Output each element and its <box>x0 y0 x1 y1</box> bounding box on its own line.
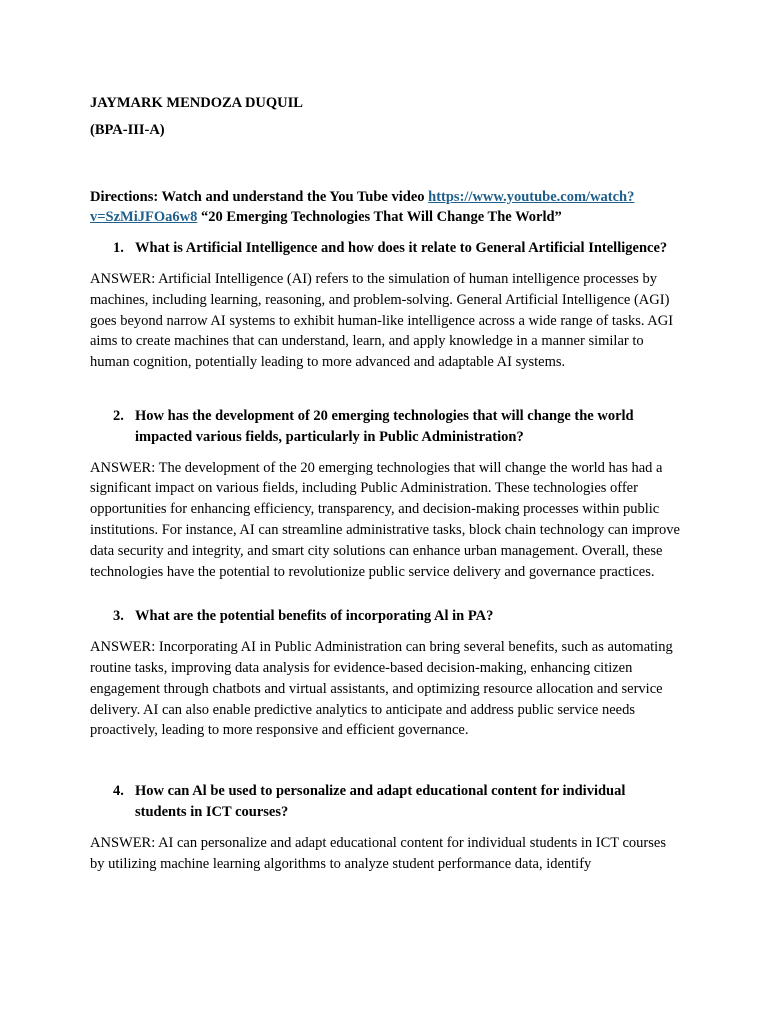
question-number: 3. <box>113 608 124 625</box>
answer-3: ANSWER: Incorporating AI in Public Administration can bring several benefits, such as automating routine tasks, improving data analysis for evidence-based decision-making, enhancing citizen engagement through chatbots and virtual assistants, and optimizing resource allocation and service delivery. AI can also enable predictive analytics to anticipate and address public service needs proactively, leading to more responsive and efficient governance. <box>90 639 673 739</box>
directions-video-title: “20 Emerging Technologies That Will Change The World” <box>197 209 562 226</box>
question-text: What are the potential benefits of incorporating Al in PA? <box>135 608 494 625</box>
question-text: How can Al be used to personalize and adapt educational content for individual students in ICT courses? <box>135 783 626 820</box>
question-number: 1. <box>113 240 124 257</box>
class-section: (BPA-III-A) <box>90 121 165 138</box>
author-name: JAYMARK MENDOZA DUQUIL <box>90 95 303 111</box>
directions-prefix: Directions: Watch and understand the You Tube video <box>90 188 429 205</box>
question-text: What is Artificial Intelligence and how does it relate to General Artificial Intelligence? <box>135 240 668 257</box>
question-2 <box>90 406 680 448</box>
question-4 <box>90 781 680 823</box>
question-number: 2. <box>113 407 124 424</box>
question-3 <box>90 606 680 627</box>
answer-2: ANSWER: The development of the 20 emerging technologies that will change the world has had a significant impact on various fields, including Public Administration. These technologies offer opportunities for enhancing efficiency, transparency, and decision-making processes within public institutions. For instance, AI can streamline administrative tasks, block chain technology can improve data security and integrity, and smart city solutions can enhance urban management. Overall, these technologies have the potential to revolutionize public service delivery and governance practices. <box>90 459 680 580</box>
answer-1: ANSWER: Artificial Intelligence (AI) refers to the simulation of human intelligence processes by machines, including learning, reasoning, and problem-solving. General Artificial Intelligence (AGI) goes beyond narrow AI systems to exhibit human-like intelligence across a wide range of tasks. AGI aims to create machines that can understand, learn, and apply knowledge in a manner similar to human cognition, potentially leading to more advanced and adaptable AI systems. <box>90 270 674 371</box>
youtube-link-part2[interactable]: v=SzMiJFOa6w8 <box>90 209 198 226</box>
document-page <box>90 93 680 874</box>
question-number: 4. <box>113 783 124 800</box>
youtube-link-part1[interactable]: https://www.youtube.com/watch? <box>428 188 635 205</box>
answer-4: ANSWER: AI can personalize and adapt educational content for individual students in ICT courses by utilizing machine learning algorithms to analyze student performance data, identify <box>90 834 666 872</box>
directions-paragraph <box>90 187 680 229</box>
question-1 <box>90 238 680 259</box>
question-text: How has the development of 20 emerging technologies that will change the world impacted various fields, particularly in Public Administration? <box>135 407 634 445</box>
